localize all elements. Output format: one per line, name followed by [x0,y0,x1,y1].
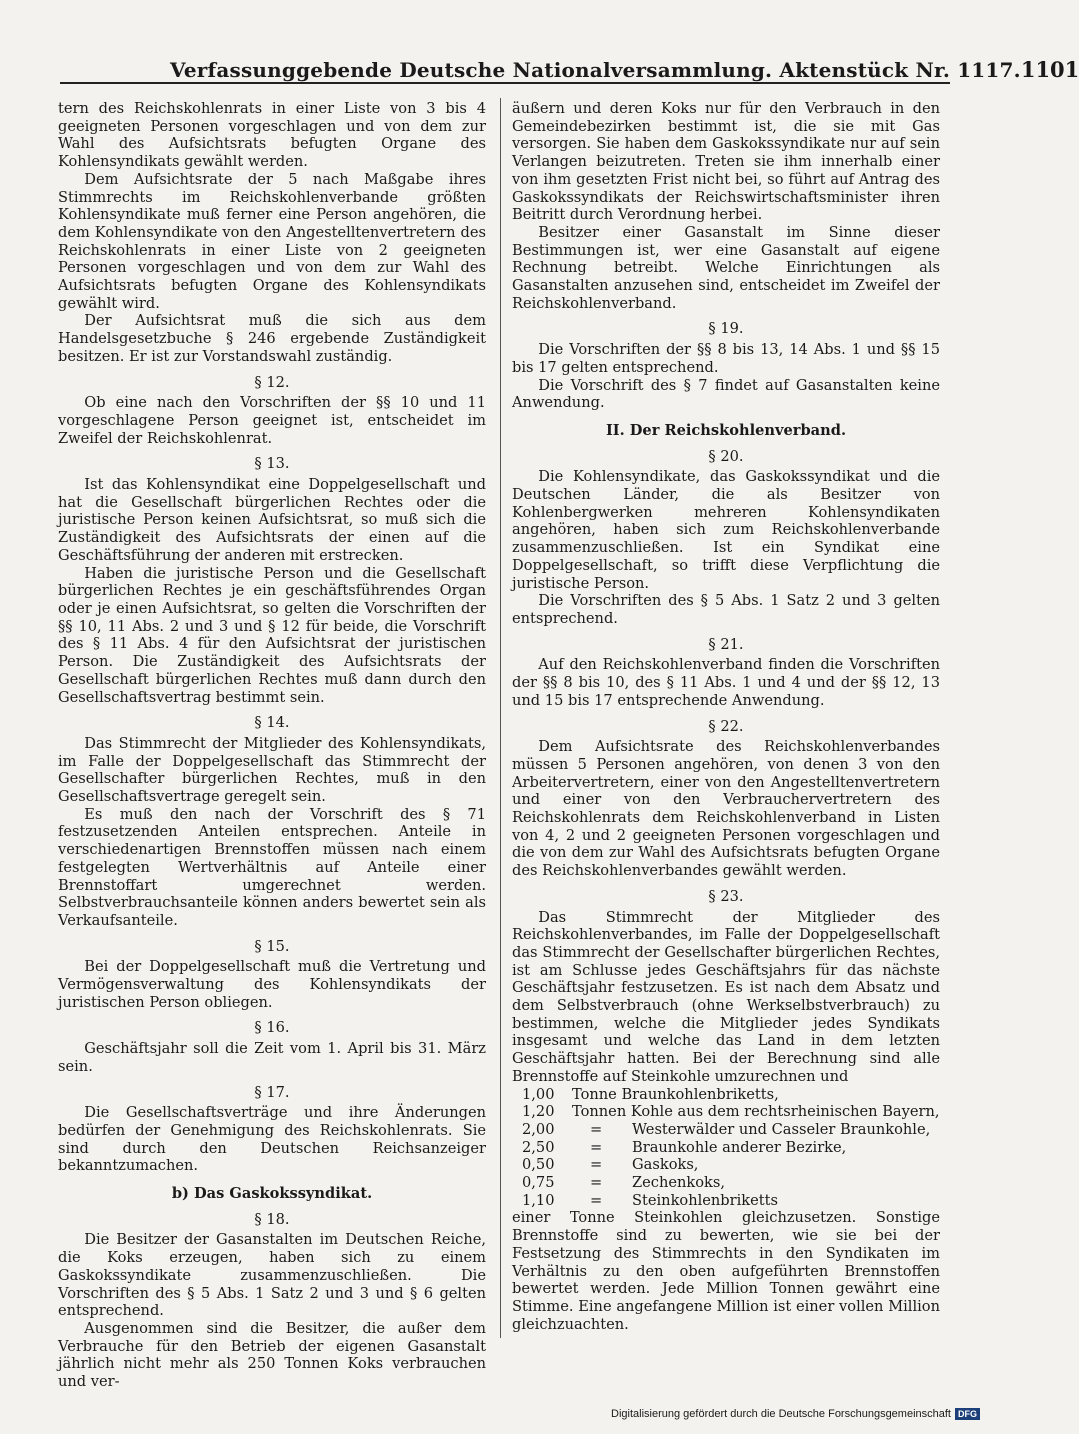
section-heading: § 21. [708,635,744,653]
paragraph: Die Vorschrift des § 7 findet auf Gasanstalten keine Anwendung. [512,376,940,412]
paragraph: Ausgenommen sind die Besitzer, die außer dem Verbrauche für den Betrieb der eigenen Gasanstalt jährlich nicht mehr als 250 Tonnen Koks verbrauchen und ver- [58,1320,486,1391]
paragraph: Besitzer einer Gasanstalt im Sinne dieser Bestimmungen ist, wer eine Gasanstalt auf eigene Rechnung betreibt. Welche Einrichtungen als Gasanstalten anzusehen sind, entscheidet im Zweifel der Reichskohlenverband. [512,223,940,312]
paragraph: Die Vorschriften der §§ 8 bis 13, 14 Abs. 1 und §§ 15 bis 17 gelten entsprechend. [512,341,940,376]
paragraph: Dem Aufsichtsrate des Reichskohlenverbandes müssen 5 Personen angehören, von denen 3 von den Arbeitervertretern, einer von den Angestelltenvertretern und einer von den Verbrauchervertretern des Reichskohlenrats dem Reichskohlenverband in Listen von 4, 2 und 2 geeigneten Personen vorgeschlagen und die von dem zur Wahl des Aufsichtsrats befugten Organe des Reichskohlenverbandes gewählt werden. [512,738,940,880]
section-heading: § 22. [708,717,744,735]
section-heading: § 19. [708,320,744,338]
dfg-logo: DFG [955,1408,980,1420]
paragraph: Die Besitzer der Gasanstalten im Deutschen Reiche, die Koks erzeugen, haben sich zu einem Gaskokssyndikate zusammenzuschließen. Die Vorschriften des § 5 Abs. 1 Satz 2 und 3 und § 6 gelten entsprechend. [58,1231,486,1320]
section-heading: § 14. [254,714,290,732]
section-heading: § 18. [254,1210,290,1228]
paragraph: Bei der Doppelgesellschaft muß die Vertretung und Vermögensverwaltung des Kohlensyndikats der juristischen Person obliegen. [58,958,486,1011]
left-column [58,100,486,1391]
fuel-label: Westerwälder und Casseler Braunkohle, [632,1120,931,1138]
factor: 0,50 [522,1156,555,1174]
paragraph: Die Gesellschaftsverträge und ihre Änderungen bedürfen der Genehmigung des Reichskohlenrats. Sie sind durch den Deutschen Reichsanzeiger bekanntzumachen. [58,1104,486,1175]
section-heading: § 23. [708,887,744,905]
paragraph: Der Aufsichtsrat muß die sich aus dem Handelsgesetzbuche § 246 ergebende Zuständigkeit besitzen. Er ist zur Vorstandswahl zuständig. [58,312,486,365]
ditto-mark: = [590,1156,603,1174]
section-heading: § 15. [254,937,290,955]
paragraph: Es muß den nach der Vorschrift des § 71 festzusetzenden Anteilen entsprechen. Anteile in verschiedenartigen Brennstoffen müssen nach einem festgelegten Wertverhältnis auf Anteile einer Brennstoffart umgerechnet werden. Selbstverbrauchsanteile können anders bewertet sein als Verkaufsanteile. [58,805,486,929]
list-item [522,1174,940,1192]
section-heading: § 16. [254,1019,290,1037]
page-title: Verfassunggebende Deutsche Nationalversammlung. Aktenstück Nr. 1117. [170,58,1021,82]
paragraph: äußern und deren Koks nur für den Verbrauch in den Gemeindebezirken bestimmt ist, die sie mit Gas versorgen. Sie haben dem Gaskokssyndikate nur auf sein Verlangen beizutreten. Treten sie ihm innerhalb einer von ihm gesetzten Frist nicht bei, so führt auf Antrag des Gaskokssyndikats der Reichswirtschaftsminister ihren Beitritt durch Verordnung herbei. [512,100,940,224]
paragraph: Die Kohlensyndikate, das Gaskokssyndikat und die Deutschen Länder, die als Besitzer von Kohlenbergwerken mehreren Kohlensyndikaten angehören, haben sich zum Reichskohlenverbande zusammenzuschließen. Ist ein Syndikat eine Doppelgesellschaft, so trifft diese Verpflichtung die juristische Person. [512,468,940,592]
factor: 1,20 [522,1103,555,1121]
paragraph: Auf den Reichskohlenverband finden die Vorschriften der §§ 8 bis 10, des § 11 Abs. 1 und 4 und der §§ 12, 13 und 15 bis 17 entsprechende Anwendung. [512,656,940,709]
factor: 2,50 [522,1138,555,1156]
paragraph: Die Vorschriften des § 5 Abs. 1 Satz 2 und 3 gelten entsprechend. [512,592,940,627]
chapter-heading: b) Das Gaskokssyndikat. [171,1185,373,1203]
fuel-label: Gaskoks, [632,1156,699,1174]
fuel-label: Steinkohlenbriketts [632,1191,778,1209]
paragraph: Dem Aufsichtsrate der 5 nach Maßgabe ihres Stimmrechts im Reichskohlenverbande größten Kohlensyndikate muß ferner eine Person angehören, die dem Kohlensyndikate von den Angestelltenvertretern des Reichskohlenrats in einer Liste von 2 geeigneten Personen vorgeschlagen und von dem zur Wahl des Aufsichtsrats befugten Organe des Kohlensyndikats gewählt wird. [58,170,486,312]
list-item [522,1156,940,1174]
fuel-label: Tonne Braunkohlenbriketts, [572,1085,779,1103]
list-item [522,1103,940,1121]
page-number: 1101 [1020,57,1079,82]
section-heading: § 20. [708,447,744,465]
paragraph: Ob eine nach den Vorschriften der §§ 10 und 11 vorgeschlagene Person geeignet ist, entscheidet im Zweifel der Reichskohlenrat. [58,394,486,447]
ditto-mark: = [590,1191,603,1209]
ditto-mark: = [590,1138,603,1156]
list-item [522,1139,940,1157]
paragraph: tern des Reichskohlenrats in einer Liste von 3 bis 4 geeigneten Personen vorgeschlagen und von dem zur Wahl des Aufsichtsrats befugten Organe des Kohlensyndikats gewählt werden. [58,100,486,171]
section-heading: § 13. [254,455,290,473]
fuel-label: Zechenkoks, [632,1174,725,1192]
list-item [522,1086,940,1104]
section-heading: § 12. [254,373,290,391]
chapter-heading: II. Der Reichskohlenverband. [605,421,847,439]
paragraph: Das Stimmrecht der Mitglieder des Reichskohlenverbandes, im Falle der Doppelgesellschaft das Stimmrecht der Gesellschafter bürgerlichen Rechtes, ist am Schlusse jedes Geschäftsjahrs für das nächste Geschäftsjahr festzusetzen. Es ist nach dem Absatz und dem Selbstverbrauch (ohne Werkselbstverbrauch) zu bestimmen, welche die Mitglieder jedes Syndikats insgesamt und welche das Land in dem letzten Geschäftsjahr hatten. Bei der Berechnung sind alle Brennstoffe auf Steinkohle umzurechnen und [512,908,940,1085]
fuel-label: Tonnen Kohle aus dem rechtsrheinischen Bayern, [572,1103,940,1121]
factor: 0,75 [522,1174,555,1192]
factor: 1,00 [522,1085,555,1103]
ditto-mark: = [590,1120,603,1138]
paragraph: Ist das Kohlensyndikat eine Doppelgesellschaft und hat die Gesellschaft bürgerlichen Rechtes oder die juristische Person keinen Aufsichtsrat, so muß sich die Zuständigkeit des Aufsichtsrats der einen auf die Geschäftsführung der anderen mit erstrecken. [58,476,486,564]
page-header [60,52,1079,84]
paragraph: Haben die juristische Person und die Gesellschaft bürgerlichen Rechtes je ein geschäftsführendes Organ oder je einen Aufsichtsrat, so gelten die Vorschriften der §§ 10, 11 Abs. 2 und 3 und § 12 für beide, die Vorschrift des § 11 Abs. 4 für den Aufsichtsrat der juristischen Person. Die Zuständigkeit des Aufsichtsrats der Gesellschaft bürgerlichen Rechtes muß dann durch den Gesellschaftsvertrag bestimmt sein. [58,564,486,706]
ditto-mark: = [590,1174,603,1192]
fuel-label: Braunkohle anderer Bezirke, [632,1138,847,1156]
paragraph: einer Tonne Steinkohlen gleichzusetzen. Sonstige Brennstoffe sind zu bewerten, wie sie bei der Festsetzung des Stimmrechts in den Syndikaten im Verhältnis zu den oben aufgeführten Brennstoffen bewertet werden. Jede Million Tonnen gewährt eine Stimme. Eine angefangene Million ist einer vollen Million gleichzuachten. [512,1209,940,1333]
conversion-list [522,1086,940,1210]
column-divider [500,98,501,1338]
digitization-credit [611,1408,980,1420]
paragraph: Das Stimmrecht der Mitglieder des Kohlensyndikats, im Falle der Doppelgesellschaft das Stimmrecht der Gesellschafter bürgerlichen Rechtes, muß in den Gesellschaftsvertrage geregelt sein. [58,734,486,806]
paragraph: Geschäftsjahr soll die Zeit vom 1. April bis 31. März sein. [58,1040,486,1075]
section-heading: § 17. [254,1083,290,1101]
right-column [512,100,940,1340]
factor: 2,00 [522,1120,555,1138]
factor: 1,10 [522,1191,555,1209]
list-item [522,1192,940,1210]
list-item [522,1121,940,1139]
credit-text: Digitalisierung gefördert durch die Deutsche Forschungsgemeinschaft [611,1408,951,1420]
